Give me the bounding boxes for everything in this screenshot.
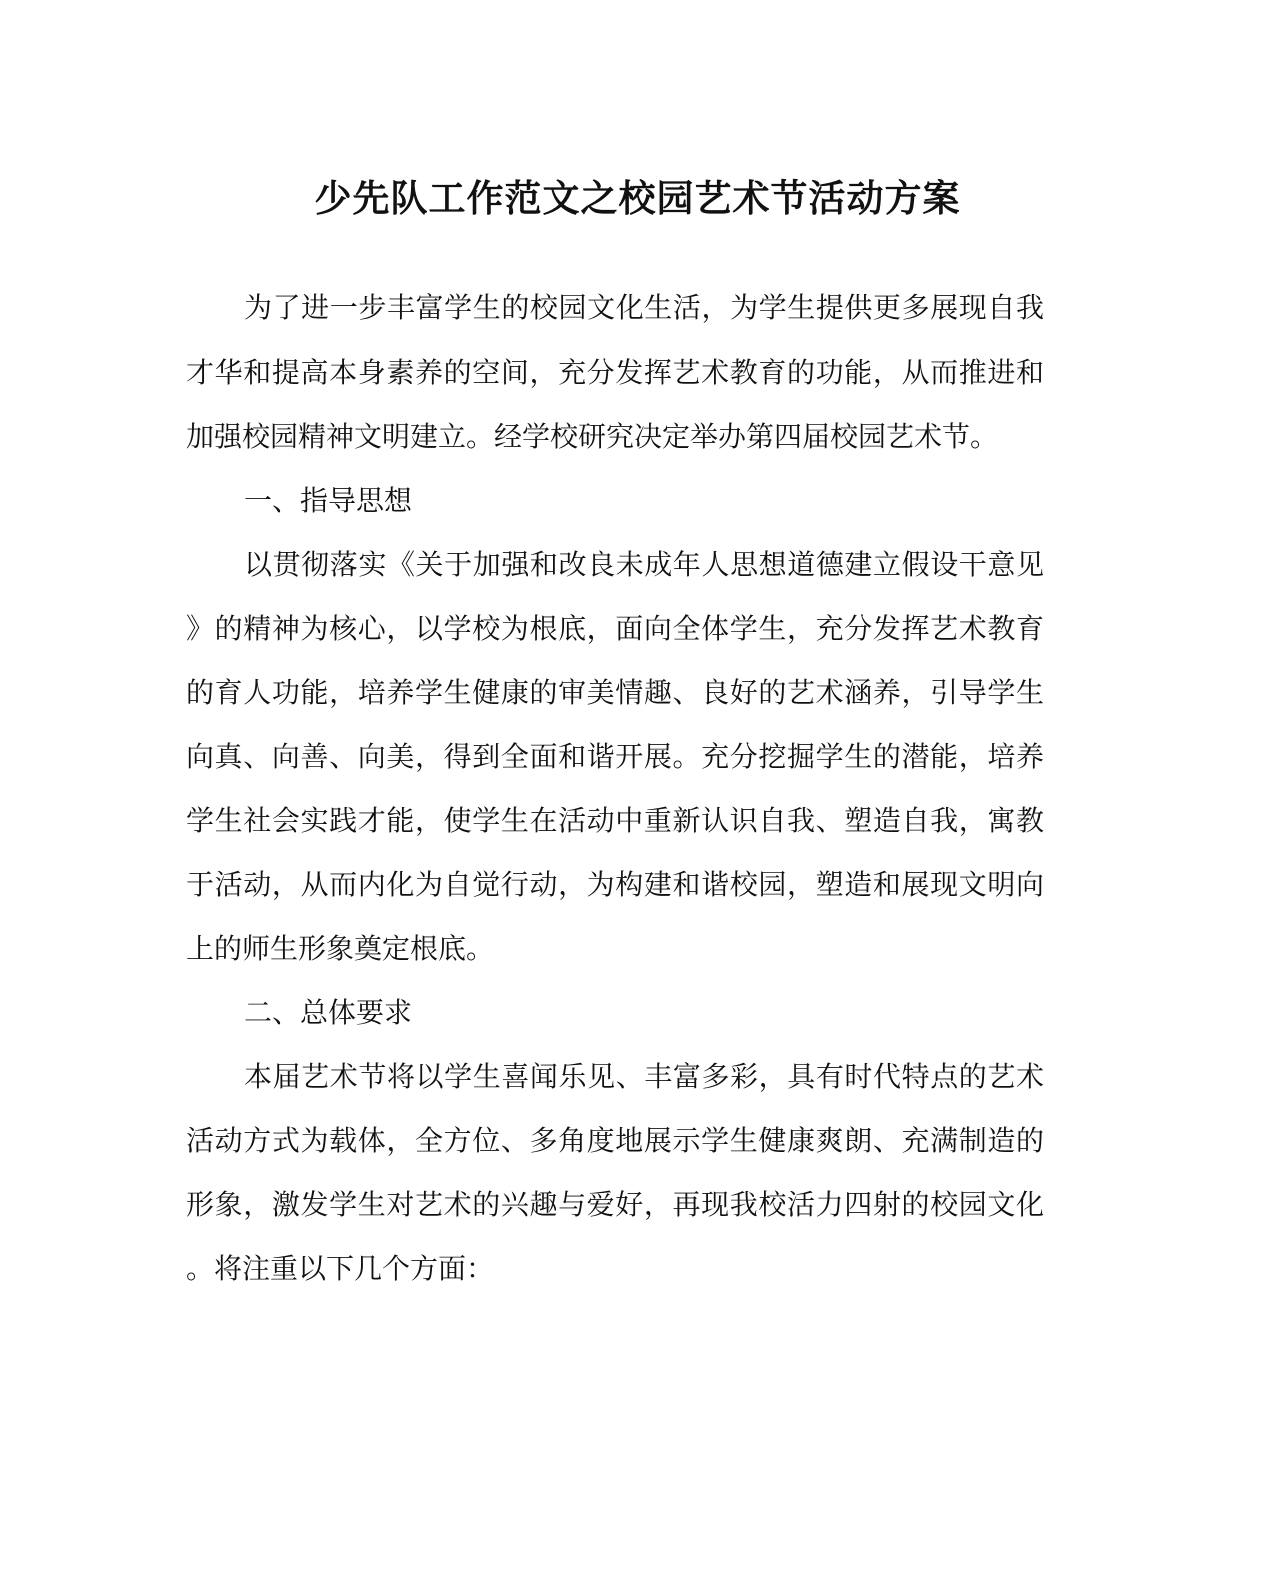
section-heading: 二、总体要求 <box>244 996 413 1029</box>
paragraph-line: 》的精神为核心，以学校为根底，面向全体学生，充分发挥艺术教育 <box>186 612 1044 645</box>
paragraph-line: 于活动，从而内化为自觉行动，为构建和谐校园，塑造和展现文明向 <box>186 868 1044 901</box>
paragraph-line: 。将注重以下几个方面： <box>186 1252 495 1285</box>
paragraph-line: 学生社会实践才能，使学生在活动中重新认识自我、塑造自我，寓教 <box>186 804 1044 837</box>
section-heading: 一、指导思想 <box>244 484 413 517</box>
paragraph-line: 向真、向善、向美，得到全面和谐开展。充分挖掘学生的潜能，培养 <box>186 740 1044 773</box>
paragraph-line: 以贯彻落实《关于加强和改良未成年人思想道德建立假设干意见 <box>244 548 1044 581</box>
paragraph-line: 加强校园精神文明建立。经学校研究决定举办第四届校园艺术节。 <box>186 420 999 453</box>
paragraph-line: 为了进一步丰富学生的校园文化生活，为学生提供更多展现自我 <box>244 291 1044 324</box>
paragraph-line: 上的师生形象奠定根底。 <box>186 932 495 965</box>
paragraph-line: 活动方式为载体，全方位、多角度地展示学生健康爽朗、充满制造的 <box>186 1124 1044 1157</box>
paragraph-line: 才华和提高本身素养的空间，充分发挥艺术教育的功能，从而推进和 <box>186 356 1044 389</box>
paragraph-line: 的育人功能，培养学生健康的审美情趣、良好的艺术涵养，引导学生 <box>186 676 1044 709</box>
paragraph-line: 本届艺术节将以学生喜闻乐见、丰富多彩，具有时代特点的艺术 <box>244 1060 1044 1093</box>
paragraph-line: 形象，激发学生对艺术的兴趣与爱好，再现我校活力四射的校园文化 <box>186 1188 1044 1221</box>
document-title: 少先队工作范文之校园艺术节活动方案 <box>314 176 961 220</box>
